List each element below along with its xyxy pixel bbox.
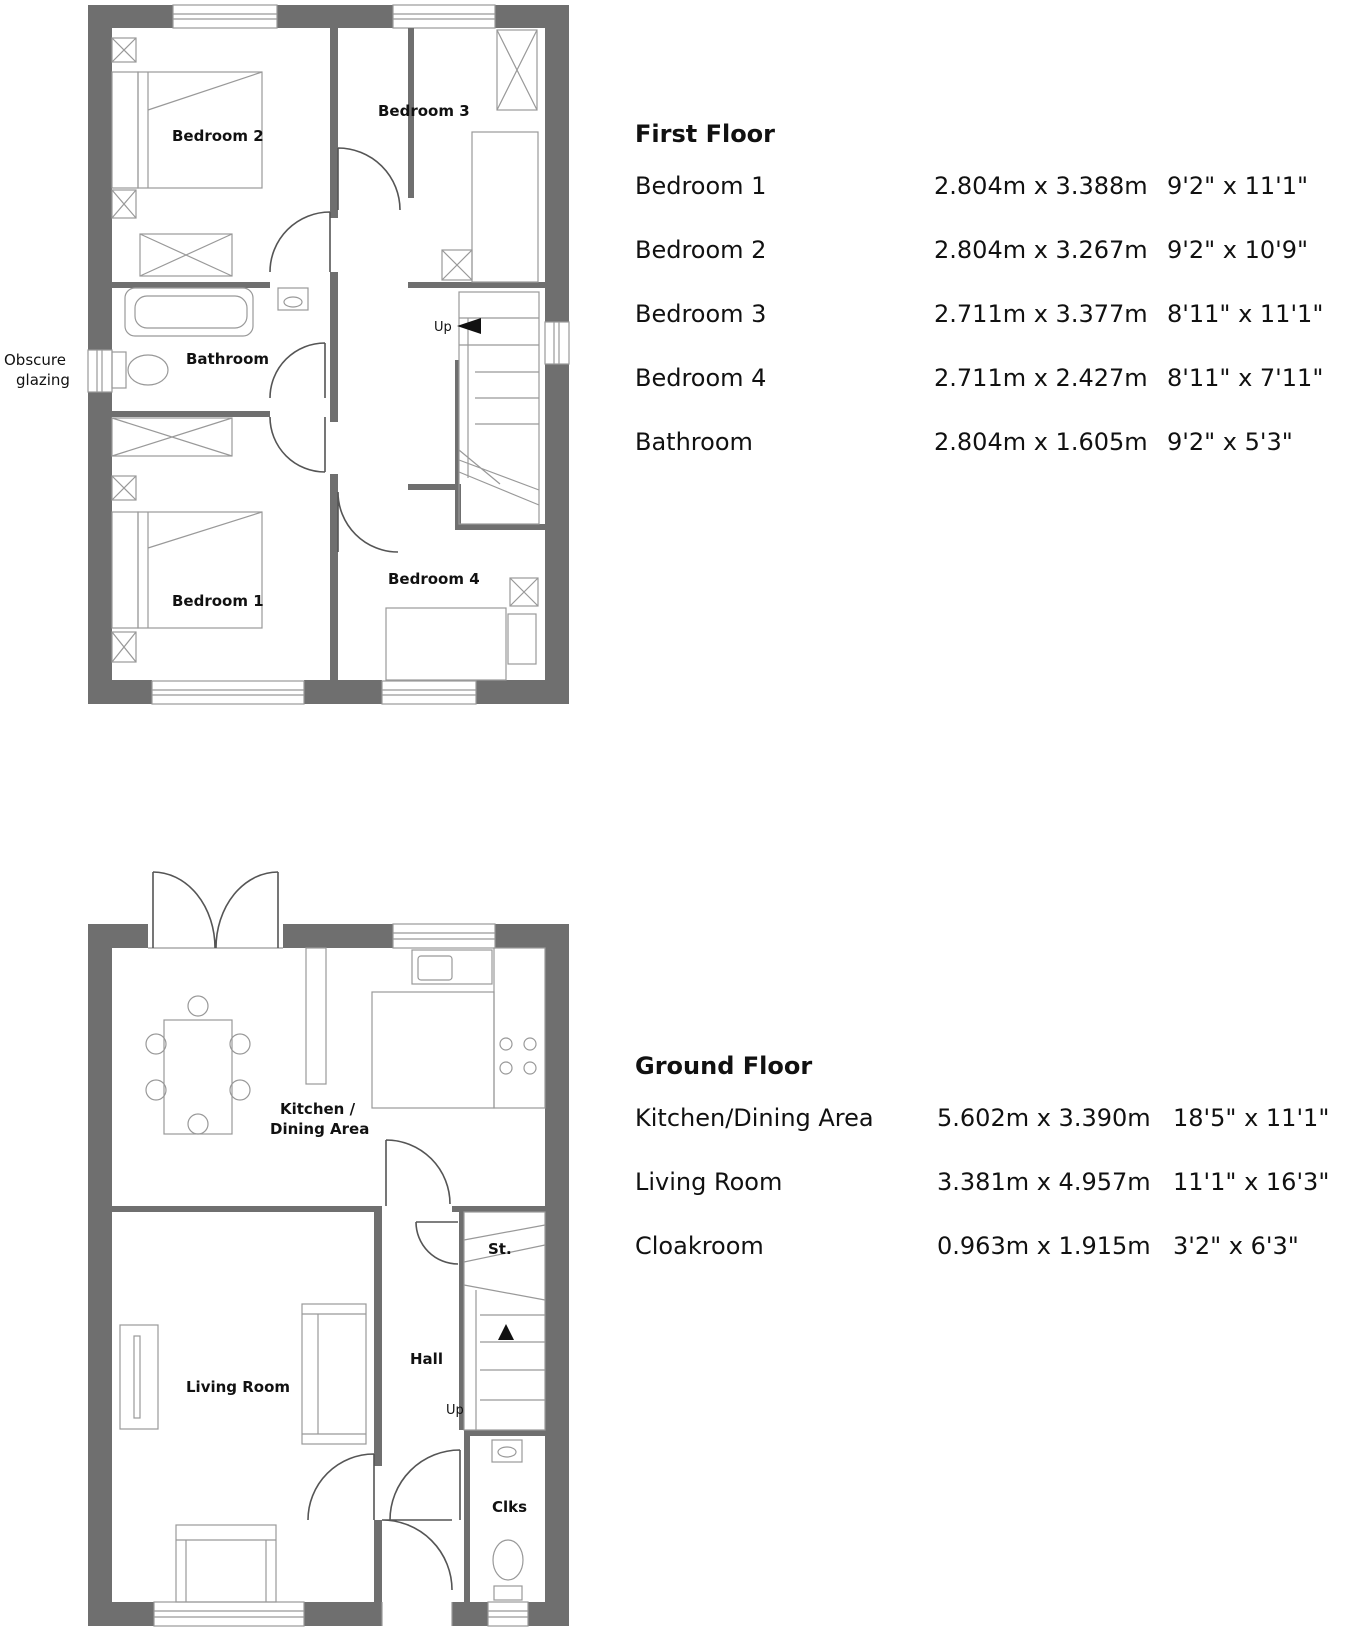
imperial-size: 3'2" x 6'3" <box>1173 1232 1299 1260</box>
room-name: Kitchen/Dining Area <box>635 1104 874 1132</box>
ground-floor-plan <box>88 872 569 1629</box>
room-label-hall: Hall <box>410 1350 443 1368</box>
schedule-row <box>635 364 1324 428</box>
room-label-bedroom4: Bedroom 4 <box>388 570 480 588</box>
metric-size: 2.804m x 1.605m <box>934 428 1148 456</box>
first-floor-schedule <box>635 120 1324 492</box>
metric-size: 0.963m x 1.915m <box>937 1232 1151 1260</box>
room-name: Living Room <box>635 1168 783 1196</box>
room-label-kitchen: Kitchen / <box>280 1100 356 1118</box>
schedule-row <box>635 300 1324 364</box>
ground-floor-outer-walls <box>88 924 569 1626</box>
schedule-row <box>635 236 1309 300</box>
ground-floor-furniture <box>120 948 545 1602</box>
schedule-row <box>635 1104 1330 1168</box>
room-name: Bathroom <box>635 428 753 456</box>
room-label-cloaks: Clks <box>492 1498 528 1516</box>
metric-size: 2.711m x 2.427m <box>934 364 1148 392</box>
room-name: Cloakroom <box>635 1232 764 1260</box>
schedule-title-ground-floor: Ground Floor <box>635 1052 813 1080</box>
stairs-up-label: Up <box>446 1403 464 1418</box>
room-label-bedroom1: Bedroom 1 <box>172 592 264 610</box>
schedule-row <box>635 172 1309 236</box>
ground-floor-internal-walls <box>112 1206 545 1602</box>
room-label-store: St. <box>488 1240 512 1258</box>
metric-size: 2.804m x 3.267m <box>934 236 1148 264</box>
room-label-bathroom: Bathroom <box>186 350 270 368</box>
metric-size: 5.602m x 3.390m <box>937 1104 1151 1132</box>
imperial-size: 9'2" x 5'3" <box>1167 428 1293 456</box>
room-label-bedroom3: Bedroom 3 <box>378 102 470 120</box>
obscure-glazing-label-2: glazing <box>16 371 70 389</box>
schedule-row <box>635 1232 1299 1296</box>
imperial-size: 9'2" x 10'9" <box>1167 236 1309 264</box>
patio-doors <box>148 872 283 951</box>
room-name: Bedroom 4 <box>635 364 767 392</box>
ground-floor-windows <box>154 921 528 1629</box>
room-name: Bedroom 1 <box>635 172 767 200</box>
imperial-size: 9'2" x 11'1" <box>1167 172 1309 200</box>
first-floor-plan <box>4 3 571 706</box>
first-floor-internal-walls <box>112 28 545 680</box>
first-floor-stairs <box>457 292 539 524</box>
imperial-size: 11'1" x 16'3" <box>1173 1168 1330 1196</box>
room-label-living-room: Living Room <box>186 1378 291 1396</box>
imperial-size: 18'5" x 11'1" <box>1173 1104 1330 1132</box>
schedule-title-first-floor: First Floor <box>635 120 776 148</box>
stairs-up-label: Up <box>434 320 452 335</box>
imperial-size: 8'11" x 7'11" <box>1167 364 1324 392</box>
schedule-row <box>635 428 1293 492</box>
room-name: Bedroom 2 <box>635 236 767 264</box>
imperial-size: 8'11" x 11'1" <box>1167 300 1324 328</box>
room-label-bedroom2: Bedroom 2 <box>172 127 264 145</box>
metric-size: 2.711m x 3.377m <box>934 300 1148 328</box>
obscure-glazing-label: Obscure <box>4 351 66 369</box>
room-name: Bedroom 3 <box>635 300 767 328</box>
metric-size: 2.804m x 3.388m <box>934 172 1148 200</box>
metric-size: 3.381m x 4.957m <box>937 1168 1151 1196</box>
ground-floor-schedule <box>635 1052 1330 1296</box>
room-label-dining-area: Dining Area <box>270 1120 370 1138</box>
schedule-row <box>635 1168 1330 1232</box>
